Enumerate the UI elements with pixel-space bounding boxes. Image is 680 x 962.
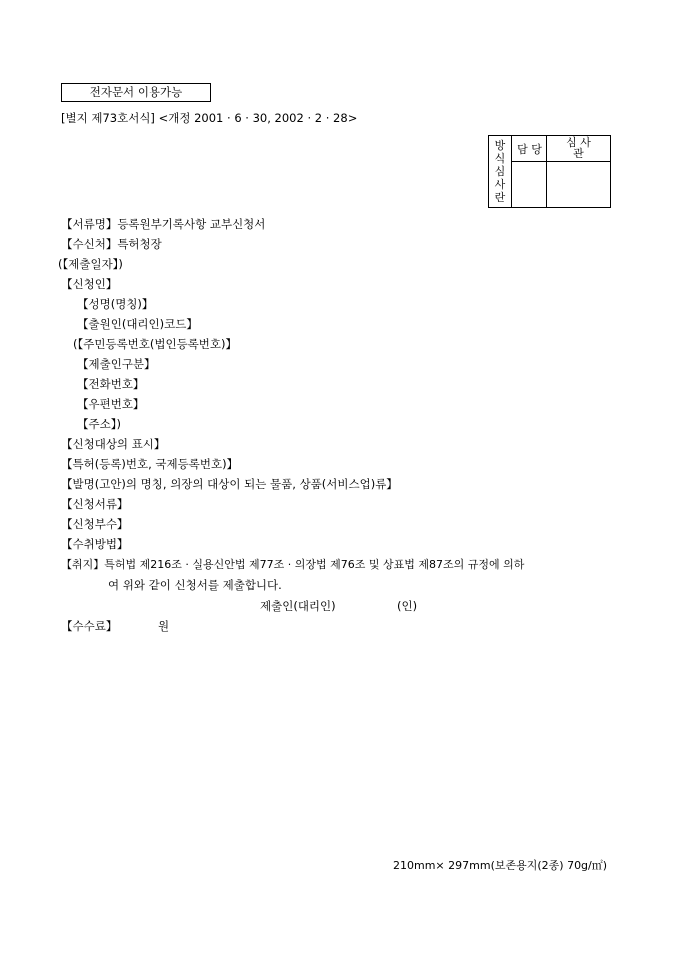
stamp-vertical-char: 사 — [494, 178, 506, 191]
fee-label: 【수수료】 — [61, 619, 118, 633]
applicant-field: 【신청인】 — [61, 277, 118, 291]
recipient-field: 【수신처】특허청장 — [61, 237, 162, 251]
stamp-examiner-header-line2: 관 — [573, 147, 584, 160]
review-stamp-box — [488, 135, 611, 208]
stamp-examiner-header-line1: 심 사 — [566, 136, 591, 149]
applicant-code-field: 【출원인(대리인)코드】 — [77, 317, 198, 331]
receive-method-field: 【수취방법】 — [61, 537, 129, 551]
electronic-document-badge: 전자문서 이용가능 — [61, 83, 211, 102]
fee-unit: 원 — [158, 619, 170, 633]
stamp-officer-column — [512, 136, 547, 207]
seal-mark: (인) — [397, 599, 418, 613]
application-copies-field: 【신청부수】 — [61, 517, 129, 531]
purpose-line-2: 여 위와 같이 신청서를 제출합니다. — [108, 578, 282, 592]
stamp-vertical-char: 란 — [494, 191, 506, 204]
stamp-vertical-char: 식 — [494, 152, 506, 165]
stamp-vertical-char: 심 — [494, 165, 506, 178]
paper-spec-footer: 210mm× 297mm(보존용지(2종) 70g/㎡) — [393, 859, 608, 872]
resident-number-field: (【주민등록번호(법인등록번호)】 — [73, 337, 238, 351]
submitter-type-field: 【제출인구분】 — [77, 357, 156, 371]
stamp-header-divider — [512, 161, 610, 162]
name-field: 【성명(명칭)】 — [77, 297, 154, 311]
stamp-officer-header: 담 당 — [517, 143, 542, 156]
address-field: 【주소】) — [77, 417, 121, 431]
application-documents-field: 【신청서류】 — [61, 497, 129, 511]
invention-name-field: 【발명(고안)의 명칭, 의장의 대상이 되는 물품, 상품(서비스업)류】 — [61, 477, 398, 491]
submitter-signature-label: 제출인(대리인) — [260, 599, 336, 613]
target-field: 【신청대상의 표시】 — [61, 437, 166, 451]
form-title: [별지 제73호서식] <개정 2001 · 6 · 30, 2002 · 2 · 28> — [61, 111, 358, 125]
postal-code-field: 【우편번호】 — [77, 397, 145, 411]
registration-number-field: 【특허(등록)번호, 국제등록번호)】 — [61, 457, 239, 471]
purpose-line-1: 【취지】특허법 제216조 · 실용신안법 제77조 · 의장법 제76조 및 상표법 제87조의 규정에 의하 — [61, 558, 525, 571]
stamp-vertical-label — [489, 136, 512, 207]
doc-name-field: 【서류명】등록원부기록사항 교부신청서 — [61, 217, 266, 231]
stamp-examiner-column — [547, 136, 610, 207]
stamp-vertical-char: 방 — [494, 139, 506, 152]
submit-date-field: (【제출일자】) — [58, 257, 123, 271]
phone-field: 【전화번호】 — [77, 377, 145, 391]
